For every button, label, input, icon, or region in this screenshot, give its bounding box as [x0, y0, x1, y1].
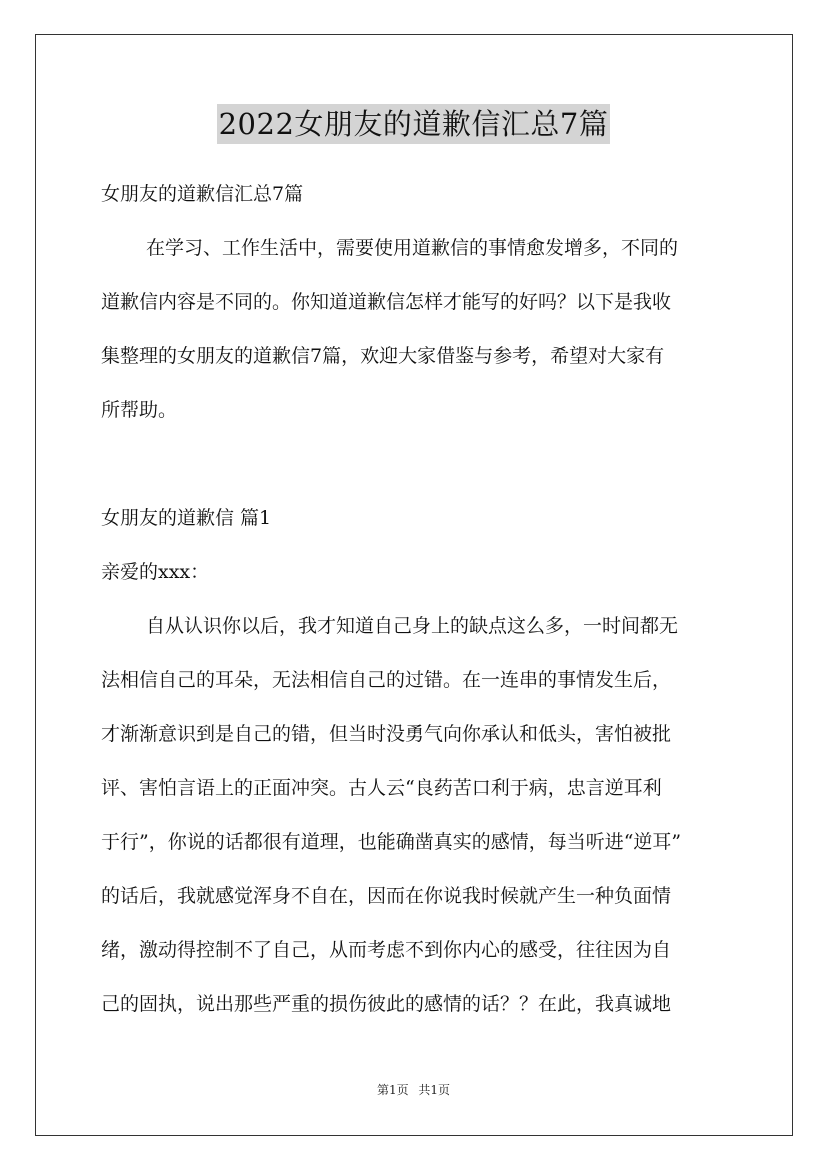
- intro-line: 在学习、工作生活中，需要使用道歉信的事情愈发增多，不同的: [146, 237, 679, 259]
- intro-line: 道歉信内容是不同的。你知道道歉信怎样才能写的好吗？以下是我收: [101, 291, 672, 313]
- body-line: 绪，激动得控制不了自己，从而考虑不到你内心的感受，往往因为自: [101, 939, 672, 961]
- page-total: 共1页: [418, 1083, 451, 1097]
- intro-line: 所帮助。: [101, 399, 178, 421]
- body-line: 才渐渐意识到是自己的错，但当时没勇气向你承认和低头，害怕被批: [101, 723, 672, 745]
- body-line: 自从认识你以后，我才知道自己身上的缺点这么多，一时间都无: [146, 615, 679, 637]
- document-title: 2022女朋友的道歉信汇总7篇: [217, 104, 611, 144]
- body-line: 评、害怕言语上的正面冲突。古人云“良药苦口利于病，忠言逆耳利: [101, 777, 662, 799]
- body-line: 法相信自己的耳朵，无法相信自己的过错。在一连串的事情发生后，: [101, 669, 672, 691]
- body-line: 于行”，你说的话都很有道理，也能确凿真实的感情，每当听进“逆耳”: [101, 831, 682, 853]
- intro-line: 集整理的女朋友的道歉信7篇，欢迎大家借鉴与参考，希望对大家有: [101, 345, 665, 367]
- document-subtitle: 女朋友的道歉信汇总7篇: [101, 183, 304, 205]
- body-line: 的话后，我就感觉浑身不自在，因而在你说我时候就产生一种负面情: [101, 885, 672, 907]
- body-line: 己的固执，说出那些严重的损伤彼此的感情的话？？在此，我真诚地: [101, 993, 672, 1015]
- page-number: 第1页: [376, 1083, 409, 1097]
- section-heading: 女朋友的道歉信 篇1: [101, 507, 272, 529]
- salutation: 亲爱的xxx：: [101, 561, 210, 583]
- title-container: [0, 104, 827, 144]
- page-footer: [0, 1082, 827, 1098]
